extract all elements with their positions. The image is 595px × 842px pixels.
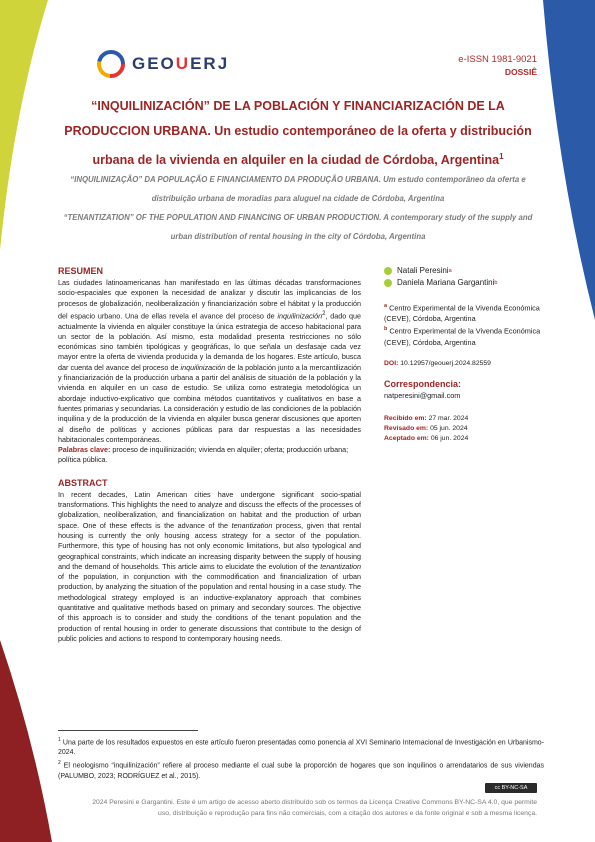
logo-ring-icon bbox=[96, 49, 126, 79]
title-en: “TENANTIZATION” OF THE POPULATION AND FINANCING OF URBAN PRODUCTION. A contemporary study of the supply and urban distribution of rental housing in the city of Córdoba, Argentina bbox=[63, 213, 533, 241]
journal-logo bbox=[96, 49, 229, 79]
orcid-icon[interactable] bbox=[384, 267, 392, 275]
abstract-heading: ABSTRACT bbox=[58, 477, 108, 488]
article-info-column bbox=[384, 266, 544, 444]
title-footnote-mark[interactable]: 1 bbox=[499, 152, 504, 161]
cc-license-badge[interactable]: cc BY-NC-SA bbox=[485, 783, 537, 793]
title-pt: “INQUILINIZAÇÃO” DA POPULAÇÃO E FINANCIAMENTO DA PRODUÇÃO URBANA. Um estudo contemporâneo da oferta e distribuição urbana de moradias para aluguel na cidade de Córdoba, Argentina bbox=[70, 175, 526, 203]
issn: e-ISSN 1981-9021 bbox=[458, 54, 537, 65]
abstracts-column bbox=[58, 266, 361, 644]
resumen-heading: RESUMEN bbox=[58, 266, 104, 276]
keywords: Palabras clave: proceso de inquilinización; vivienda en alquiler; oferta; producción urbana; política pública. bbox=[58, 445, 349, 465]
dates bbox=[384, 414, 544, 444]
author-item[interactable]: Natali Peresini a bbox=[384, 266, 544, 275]
journal-meta bbox=[458, 54, 537, 77]
date-revised: Revisado em: 05 jun. 2024 bbox=[384, 424, 468, 432]
footnotes bbox=[58, 735, 544, 782]
correspondence-email[interactable]: natperesini@gmail.com bbox=[384, 390, 461, 400]
orcid-icon[interactable] bbox=[384, 279, 392, 287]
logo-text: GEOUERJ bbox=[132, 54, 230, 73]
translated-titles bbox=[58, 170, 538, 246]
article-title: “INQUILINIZACIÓN” DE LA POBLACIÓN Y FINANCIARIZACIÓN DE LA PRODUCCION URBANA. Un estudio contemporáneo de la oferta y distribución urbana de la vivienda en alquiler en la ciudad de Córdoba, Argentina$^1$ bbox=[64, 99, 532, 168]
footnote-divider bbox=[58, 730, 198, 731]
correspondence-heading: Correspondencia: bbox=[384, 378, 462, 389]
doi[interactable]: DOI: 10.12957/geouerj.2024.82559 bbox=[384, 359, 491, 367]
decorative-red-shape bbox=[0, 640, 60, 842]
affiliations bbox=[384, 301, 544, 348]
license-text: 2024 Peresini e Gargantini. Este é um artigo de acesso aberto distribuído sob os termos da Licença Creative Commons BY-NC-SA 4.0, que permite uso, distribuição e reprodução para fins não comerciais, com a citação dos autores e da fonte original e sob a mesma licença. bbox=[92, 799, 537, 817]
abstract-text: In recent decades, Latin American cities have undergone significant socio-spatial transformations. This highlights the need to analyze and discuss the effects of the processes of globalization, neoliberalization, and financialization on habitat and the production of urban space. One of these effects is the advance of the tenantization process, given that rental housing is currently the only housing access strategy for a sector of the population. Furthermore, this type of housing has not only economic limitations, but also typological and geographical constraints, which indicate an increasing disparity between the supply of housing and the demand of households. This article aims to elucidate the evolution of the tenantization of the population, in conjunction with the commodification and financialization of urban production, by analyzing the situation of the population and rental housing in a case study. The methodological strategy employed is an inductive-explanatory approach that combines quantitative and qualitative methods based on primary and secondary sources. The objective of this approach is to consider and study the conditions of the tenant population and the production of rental housing in order to generate discussions that contribute to the design of public policies and actions to respond to contemporary housing needs. bbox=[58, 489, 361, 643]
author-item[interactable]: Daniela Mariana Gargantini b bbox=[384, 278, 544, 287]
affiliation-item: $^b$ Centro Experimental de la Vivenda Económica (CEVE), Córdoba, Argentina bbox=[384, 326, 541, 347]
resumen-text: Las ciudades latinoamericanas han manifestado en las últimas décadas transformaciones socio-espaciales que exponen la necesidad de analizar y discutir las implicancias de los procesos de globalización, neoliberalización y financiarización sobre el hábitat y la producción del espacio urbano. Una de ellas revela el avance del proceso de inquilinización$^2$, dado que actualmente la vivienda en alquiler constituye la única estrategia de acceso habitacional para un sector de la población. Así mismo, esta modalidad presenta restricciones no sólo económicas sino también tipológicas y geográficas, lo que señala un desfasaje cada vez mayor entre la oferta de vivienda producida y la demanda de los hogares. Este artículo, busca dar cuenta del avance del proceso de inquilinización de la población junto a la mercantilización y financiarización de la producción urbana a partir del análisis de situación de la población y la vivienda en alquiler en un caso de estudio. Se utiliza como estrategia metodológica un abordaje inductivo-explicativo que combina métodos cuantitativos y cualitativos en base a fuentes primarias y secundarias. La consideración y estudio de las condiciones de la población inquilina y de la producción de la vivienda en alquiler busca generar discusiones que aporten al diseño de políticas y acciones públicas para dar respuestas a las necesidades habitacionales contemporáneas. bbox=[58, 278, 362, 444]
date-received: Recibido em: 27 mar. 2024 bbox=[384, 414, 469, 422]
footnote-item: $^2$ El neologismo “inquilinización” refiere al proceso mediante el cual sube la proporción de hogares que son inquilinos o arrendatarios de sus viviendas (PALUMBO, 2023; RODRÍGUEZ et al., 2015). bbox=[58, 760, 544, 780]
footnote-item: $^1$ Una parte de los resultados expuestos en este artículo fueron presentadas como ponencia al XVI Seminario Internacional de Investigación en Urbanismo-2024. bbox=[58, 737, 544, 757]
date-accepted: Aceptado em: 06 jun. 2024 bbox=[384, 434, 469, 442]
affiliation-item: $^a$ Centro Experimental de la Vivenda Económica (CEVE), Córdoba, Argentina bbox=[384, 303, 540, 324]
section-label: DOSSIÊ bbox=[504, 67, 537, 77]
decorative-blue-shape bbox=[535, 0, 595, 330]
